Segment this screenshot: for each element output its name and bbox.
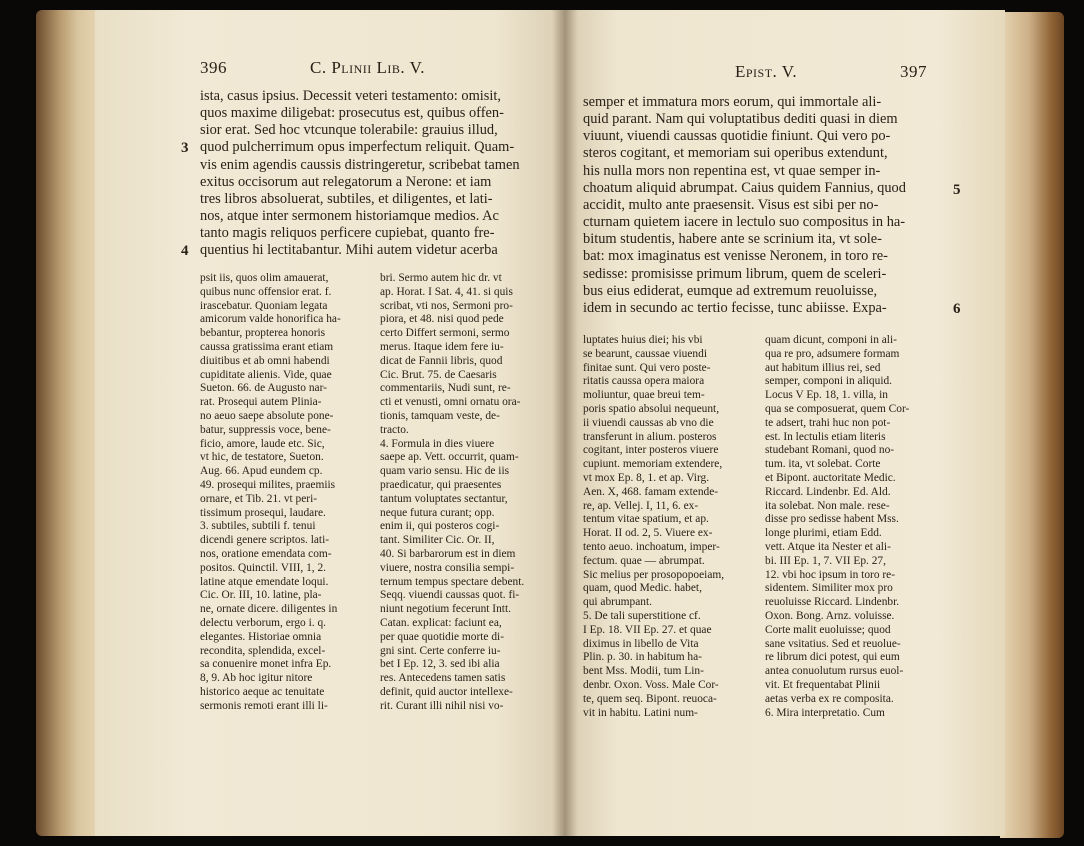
- note-line: quibus nunc offensior erat. f.: [200, 285, 332, 298]
- note-line: cti et venusti, omni ornatu ora-: [380, 396, 521, 409]
- note-line: per quae quotidie morte di-: [380, 630, 504, 643]
- note-line: Horat. II od. 2, 5. Viuere ex-: [583, 527, 713, 540]
- note-line: qui abrumpant.: [583, 596, 652, 609]
- note-line: quam, quod Medic. habet,: [583, 582, 702, 595]
- note-line: Corte malit euoluisse; quod: [765, 623, 891, 636]
- note-line: dicat de Fannii libris, quod: [380, 354, 503, 367]
- right-margin-number-6: 6: [953, 301, 961, 317]
- body-text-line: exitus occisorum aut relegatorum a Nerone: et iam: [200, 173, 492, 190]
- note-line: ii viuendi caussas ab vno die: [583, 416, 714, 429]
- note-line: est. In lectulis etiam literis: [765, 430, 886, 443]
- note-line: dicendi genere scriptos. lati-: [200, 534, 330, 547]
- note-line: tant. Similiter Cic. Or. II,: [380, 534, 495, 547]
- body-text-line: choatum aliquid abrumpat. Caius quidem Fannius, quod: [583, 179, 906, 196]
- note-line: ficio, amore, laude etc. Sic,: [200, 437, 325, 450]
- note-line: vt hic, de testatore, Sueton.: [200, 451, 324, 464]
- body-text-line: idem in secundo ac tertio fecisse, tunc abiisse. Expa-: [583, 299, 887, 316]
- body-text-line: his nulla mors non repentina est, vt quae semper in-: [583, 162, 881, 179]
- body-text-line: bitum studentis, habere ante se scrinium ita, vt sole-: [583, 231, 882, 248]
- note-line: I Ep. 18. VII Ep. 27. et quae: [583, 623, 712, 636]
- note-line: finitae sunt. Qui vero poste-: [583, 361, 711, 374]
- note-line: disse pro sedisse habent Mss.: [765, 513, 899, 526]
- left-margin-number-4: 4: [181, 243, 189, 259]
- note-line: 3. subtiles, subtili f. tenui: [200, 520, 316, 533]
- note-line: Plin. p. 30. in habitum ha-: [583, 651, 702, 664]
- body-text-line: quentius hi lectitabantur. Mihi autem videtur acerba: [200, 242, 498, 259]
- note-line: historico aeque ac tenuitate: [200, 685, 325, 698]
- note-line: studebant Romani, quod no-: [765, 444, 895, 457]
- body-text-line: quos maxime diligebat: prosecutus est, quibus offen-: [200, 105, 504, 122]
- note-line: 12. vbi hoc ipsum in toro re-: [765, 568, 896, 581]
- note-line: bi. III Ep. 1, 7. VII Ep. 27,: [765, 554, 886, 567]
- note-line: 40. Si barbarorum est in diem: [380, 547, 516, 560]
- note-line: sane vsitatius. Sed et reuolue-: [765, 637, 901, 650]
- note-line: neque futura curant; opp.: [380, 506, 495, 519]
- note-line: Seqq. viuendi caussas quot. fi-: [380, 589, 520, 602]
- body-text-line: vis enim agendis caussis distringeretur, scribebat tamen: [200, 156, 520, 173]
- note-line: sidentem. Similiter mox pro: [765, 582, 893, 595]
- note-line: semper, componi in aliquid.: [765, 375, 893, 388]
- note-line: cupiditate alienis. Vide, quae: [200, 368, 332, 381]
- note-line: re librum dici potest, qui eum: [765, 651, 900, 664]
- note-line: vit in habitu. Latini num-: [583, 706, 698, 719]
- note-line: Riccard. Lindenbr. Ed. Ald.: [765, 485, 891, 498]
- right-page: [565, 10, 1005, 836]
- note-line: ternum tempus spectare debent.: [380, 575, 525, 588]
- note-line: amicorum valde honorifica ha-: [200, 313, 341, 326]
- note-line: Aen. X, 468. famam extende-: [583, 485, 719, 498]
- note-line: Catan. explicat: faciunt ea,: [380, 616, 502, 629]
- note-line: aetas verba ex re composita.: [765, 692, 894, 705]
- note-line: longe plurimi, etiam Edd.: [765, 527, 882, 540]
- right-notes-column-1: [583, 334, 761, 720]
- note-line: rat. Prosequi autem Plinia-: [200, 396, 322, 409]
- note-line: tento aeuo. inchoatum, imper-: [583, 540, 720, 553]
- note-line: vt mox Ep. 8, 1. et ap. Virg.: [583, 471, 710, 484]
- note-line: scribat, vti nos, Sermoni pro-: [380, 299, 513, 312]
- left-page-edges: [36, 10, 96, 836]
- right-running-head: Epist. V.: [735, 62, 798, 81]
- left-notes-column-2: [380, 272, 560, 714]
- note-line: tissimum prosequi, laudare.: [200, 506, 326, 519]
- note-line: tantum voluptates sectantur,: [380, 492, 508, 505]
- note-line: bet I Ep. 12, 3. sed ibi alia: [380, 658, 500, 671]
- note-line: viuere, nostra consilia sempi-: [380, 561, 515, 574]
- body-text-line: sior erat. Sed hoc vtcunque tolerabile: grauius illud,: [200, 122, 498, 139]
- note-line: Locus V Ep. 18, 1. villa, in: [765, 389, 888, 402]
- note-line: luptates huius diei; his vbi: [583, 334, 703, 346]
- note-line: bri. Sermo autem hic dr. vt: [380, 272, 502, 284]
- note-line: elegantes. Historiae omnia: [200, 630, 322, 643]
- left-page-number: 396: [200, 58, 227, 77]
- body-text-line: quid parant. Nam qui voluptatibus dediti quasi in diem: [583, 111, 898, 128]
- note-line: latine atque emendate loqui.: [200, 575, 329, 588]
- note-line: certo Differt sermoni, sermo: [380, 327, 510, 340]
- note-line: Sueton. 66. de Augusto nar-: [200, 382, 327, 395]
- note-line: definit, quid auctor intellexe-: [380, 685, 513, 698]
- right-notes-column-2: [765, 334, 943, 720]
- note-line: tracto.: [380, 423, 409, 436]
- note-line: irascebatur. Quoniam legata: [200, 299, 328, 312]
- note-line: delectu verborum, ergo i. q.: [200, 616, 326, 629]
- note-line: diuitibus et ab omni habendi: [200, 354, 330, 367]
- note-line: quam dicunt, componi in ali-: [765, 334, 897, 346]
- left-running-head: C. Plinii Lib. V.: [310, 58, 425, 77]
- note-line: 8, 9. Ab hoc igitur nitore: [200, 672, 313, 685]
- note-line: ap. Horat. I Sat. 4, 41. si quis: [380, 285, 513, 298]
- note-line: saepe ap. Vett. occurrit, quam-: [380, 451, 519, 464]
- note-line: se bearunt, caussae viuendi: [583, 347, 707, 360]
- note-line: 5. De tali superstitione cf.: [583, 609, 701, 622]
- note-line: niunt negotium fecerunt Intt.: [380, 603, 511, 616]
- note-line: tionis, tamquam veste, de-: [380, 409, 500, 422]
- note-line: caussa gratissima erant etiam: [200, 340, 334, 353]
- note-line: gni sint. Certe conferre iu-: [380, 644, 501, 657]
- body-text-line: viuunt, viuendi caussas quotidie finiunt. Qui vero po-: [583, 128, 891, 145]
- note-line: te, quem seq. Bipont. reuoca-: [583, 692, 717, 705]
- right-page-edges: [1000, 12, 1064, 838]
- note-line: ritatis caussa opera maiora: [583, 375, 705, 388]
- note-line: Oxon. Bong. Arnz. voluisse.: [765, 609, 895, 622]
- note-line: et Bipont. auctoritate Medic.: [765, 471, 896, 484]
- body-text-line: nos, atque inter sermonem historiamque medios. Ac: [200, 208, 499, 225]
- note-line: rit. Curant illi nihil nisi vo-: [380, 699, 504, 712]
- note-line: 49. prosequi milites, praemiis: [200, 478, 336, 491]
- left-body-text: [200, 88, 555, 260]
- right-margin-number-5: 5: [953, 182, 961, 198]
- body-text-line: quod pulcherrimum opus imperfectum reliquit. Quam-: [200, 139, 515, 156]
- note-line: sermonis remoti erant illi li-: [200, 699, 328, 712]
- note-line: vit. Et frequentabat Plinii: [765, 678, 881, 691]
- note-line: transferunt in alium. posteros: [583, 430, 717, 443]
- note-line: tentum vitae spatium, et ap.: [583, 513, 709, 526]
- note-line: piora, et 48. nisi quod pede: [380, 313, 504, 326]
- note-line: ita solebat. Non male. rese-: [765, 499, 890, 512]
- note-line: Sic melius per prosopopoeiam,: [583, 568, 725, 581]
- note-line: diximus in libello de Vita: [583, 637, 699, 650]
- right-page-number: 397: [900, 62, 927, 81]
- body-text-line: ista, casus ipsius. Decessit veteri testamento: omisit,: [200, 88, 501, 104]
- left-page: [95, 10, 565, 836]
- note-line: aut habitum illius rei, sed: [765, 361, 881, 374]
- note-line: recondita, splendida, excel-: [200, 644, 326, 657]
- body-text-line: semper et immatura mors eorum, qui immortale ali-: [583, 94, 882, 110]
- note-line: bent Mss. Modii, tum Lin-: [583, 665, 704, 678]
- body-text-line: cturnam quietem iacere in lectulo suo compositus in ha-: [583, 214, 906, 231]
- book-gutter: [552, 10, 578, 836]
- note-line: positos. Quinctil. VIII, 1, 2.: [200, 561, 327, 574]
- note-line: quam vario sensu. Hic de iis: [380, 465, 510, 478]
- right-body-text: [583, 94, 943, 317]
- note-line: antea conuolutum rursus euol-: [765, 665, 904, 678]
- note-line: praedicatur, qui praesentes: [380, 478, 502, 491]
- note-line: qua se composuerat, quem Cor-: [765, 402, 910, 415]
- note-line: nos, oratione emendata com-: [200, 547, 332, 560]
- body-text-line: steros cogitant, et memoriam sui operibus extendunt,: [583, 145, 888, 162]
- note-line: commentariis, Nudi sunt, re-: [380, 382, 511, 395]
- note-line: enim ii, qui posteros cogi-: [380, 520, 500, 533]
- note-line: Cic. Or. III, 10. latine, pla-: [200, 589, 322, 602]
- left-notes-column-1: [200, 272, 375, 714]
- body-text-line: bus eius ediderat, eumque ad extremum reuoluisse,: [583, 282, 878, 299]
- note-line: te adsert, trahi huc non pot-: [765, 416, 891, 429]
- body-text-line: bat: mox imaginatus est venisse Neronem, in toro re-: [583, 248, 888, 265]
- note-line: poris spatio absolui nequeunt,: [583, 402, 720, 415]
- note-line: no aeuo saepe absolute pone-: [200, 409, 334, 422]
- body-text-line: accidit, multo ante praesensit. Visus est sibi per no-: [583, 196, 879, 213]
- note-line: res. Antecedens tamen satis: [380, 672, 506, 685]
- note-line: cupiunt. memoriam extendere,: [583, 458, 723, 471]
- body-text-line: sedisse: promisisse primum librum, quem de sceleri-: [583, 265, 887, 282]
- note-line: Cic. Brut. 75. de Caesaris: [380, 368, 497, 381]
- note-line: tum. ita, vt solebat. Corte: [765, 458, 881, 471]
- note-line: ne, ornate dicere. diligentes in: [200, 603, 338, 616]
- note-line: ornare, et Tib. 21. vt peri-: [200, 492, 318, 505]
- body-text-line: tanto magis reliquos perficere cupiebat, quanto fre-: [200, 225, 495, 242]
- note-line: re, ap. Vellej. I, 11, 6. ex-: [583, 499, 699, 512]
- note-line: fectum. quae — abrumpat.: [583, 554, 705, 567]
- note-line: qua re pro, adsumere formam: [765, 347, 900, 360]
- note-line: psit iis, quos olim amauerat,: [200, 272, 329, 284]
- note-line: merus. Itaque idem fere iu-: [380, 340, 504, 353]
- note-line: cogitant, inter posteros viuere: [583, 444, 719, 457]
- left-margin-number-3: 3: [181, 140, 189, 156]
- note-line: vett. Atque ita Nester et ali-: [765, 540, 891, 553]
- note-line: moliuntur, quae breui tem-: [583, 389, 705, 402]
- note-line: bebantur, propterea honoris: [200, 327, 326, 340]
- note-line: denbr. Oxon. Voss. Male Cor-: [583, 678, 719, 691]
- note-line: batur, suppressis voce, bene-: [200, 423, 331, 436]
- note-line: 6. Mira interpretatio. Cum: [765, 706, 885, 719]
- note-line: reuoluisse Riccard. Lindenbr.: [765, 596, 900, 609]
- note-line: Aug. 66. Apud eundem cp.: [200, 465, 323, 478]
- body-text-line: tres libros absoluerat, subtiles, et diligentes, et lati-: [200, 190, 493, 207]
- note-line: sa conuenire monet infra Ep.: [200, 658, 332, 671]
- note-line: 4. Formula in dies viuere: [380, 437, 495, 450]
